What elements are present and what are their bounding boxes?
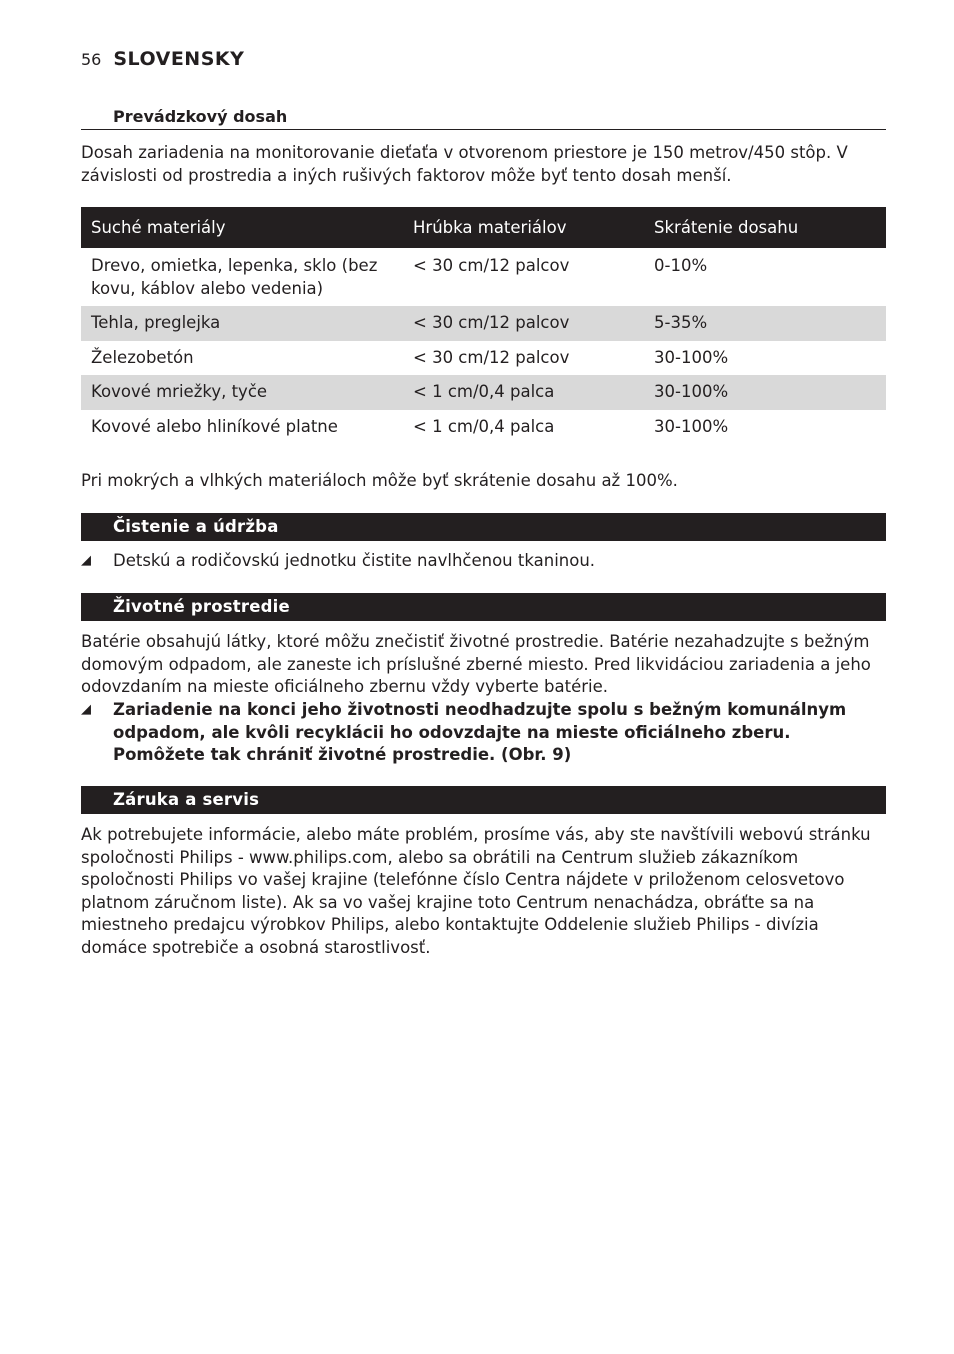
wet-materials-note: Pri mokrých a vlhkých materiáloch môže byť skrátenie dosahu až 100%.: [81, 471, 678, 490]
table-cell: < 30 cm/12 palcov: [413, 347, 570, 367]
warranty-heading-text: Záruka a servis: [113, 790, 260, 809]
table-row: [81, 410, 886, 445]
table-cell: < 30 cm/12 palcov: [403, 306, 644, 341]
cleaning-bullet: [81, 550, 886, 573]
table-header-cell: Suché materiály: [81, 207, 403, 248]
table-row: [81, 375, 886, 410]
cleaning-section-heading: [81, 513, 886, 541]
table-cell: Kovové mriežky, tyče: [81, 375, 403, 410]
table-cell: 30-100%: [654, 347, 729, 367]
page-number: 56: [81, 50, 102, 69]
table-cell: Drevo, omietka, lepenka, sklo (bez kovu, káblov alebo vedenia): [91, 256, 378, 298]
table-cell: 5-35%: [644, 306, 886, 341]
table-cell: 30-100%: [644, 375, 886, 410]
range-intro: Dosah zariadenia na monitorovanie dieťaťa v otvorenom priestore je 150 metrov/450 stôp. V závislosti od prostredia a iných rušivých faktorov môže byť tento dosah menší.: [81, 143, 848, 185]
table-cell: < 1 cm/0,4 palca: [413, 416, 555, 436]
cleaning-bullet-text: Detskú a rodičovskú jednotku čistite navlhčenou tkaninou.: [113, 551, 596, 570]
philips-website-link[interactable]: www.philips.com: [249, 847, 388, 867]
language-title: SLOVENSKY: [113, 48, 245, 70]
table-cell: Tehla, preglejka: [81, 306, 403, 341]
table-cell: 30-100%: [654, 416, 729, 436]
environment-heading-text: Životné prostredie: [113, 597, 290, 616]
range-heading: [81, 107, 886, 130]
table-row: [81, 306, 886, 341]
warranty-section-heading: [81, 786, 886, 814]
table-header-cell: Hrúbka materiálov: [403, 207, 644, 248]
table-cell: Kovové alebo hliníkové platne: [91, 416, 338, 436]
table-header-cell: Skrátenie dosahu: [644, 207, 886, 248]
warranty-text-end: , alebo sa obrátili na Centrum služieb zákazníkom spoločnosti Philips vo vašej krajine (telefónne číslo Centra nájdete v priloženom celosvetovo platnom záručnom liste). Ak sa vo vašej krajine toto Centrum nenachádza, obráťte sa na miestneho predajcu výrobkov Philips, alebo kontaktujte Oddelenie služieb Philips - divízia domáce spotrebiče a osobná starostlivosť.: [81, 847, 845, 957]
warranty-text-start: Ak potrebujete informácie, alebo máte problém, prosíme vás, aby ste navštívili webovú stránku spoločnosti Philips -: [81, 825, 871, 867]
table-cell: 0-10%: [654, 256, 708, 275]
table-row: [81, 341, 886, 376]
table-row: [81, 248, 886, 306]
bullet-triangle-icon: ◢: [81, 553, 91, 568]
range-heading-text: Prevádzkový dosah: [113, 107, 288, 126]
range-table: [81, 207, 886, 444]
table-cell: Železobetón: [91, 347, 194, 367]
cleaning-heading-text: Čistenie a údržba: [113, 517, 279, 536]
environment-bullet: [81, 699, 886, 767]
warranty-paragraph: [81, 824, 886, 959]
environment-paragraph: Batérie obsahujú látky, ktoré môžu znečistiť životné prostredie. Batérie nezahadzujte s bežným domovým odpadom, ale zaneste ich príslušné zberné miesto. Pred likvidáciou zariadenia a jeho odovzdaním na mieste oficiálneho zbernu vždy vyberte batérie.: [81, 632, 871, 696]
environment-section-heading: [81, 593, 886, 621]
page-header: [81, 48, 244, 70]
table-cell: < 30 cm/12 palcov: [413, 256, 570, 275]
table-cell: < 1 cm/0,4 palca: [403, 375, 644, 410]
environment-bullet-text: Zariadenie na konci jeho životnosti neodhadzujte spolu s bežným komunálnym odpadom, ale kvôli recyklácii ho odovzdajte na mieste oficiálneho zberu. Pomôžete tak chrániť životné prostredie. (Obr. 9): [113, 700, 847, 764]
table-header-row: [81, 207, 886, 248]
bullet-triangle-icon: ◢: [81, 702, 91, 717]
